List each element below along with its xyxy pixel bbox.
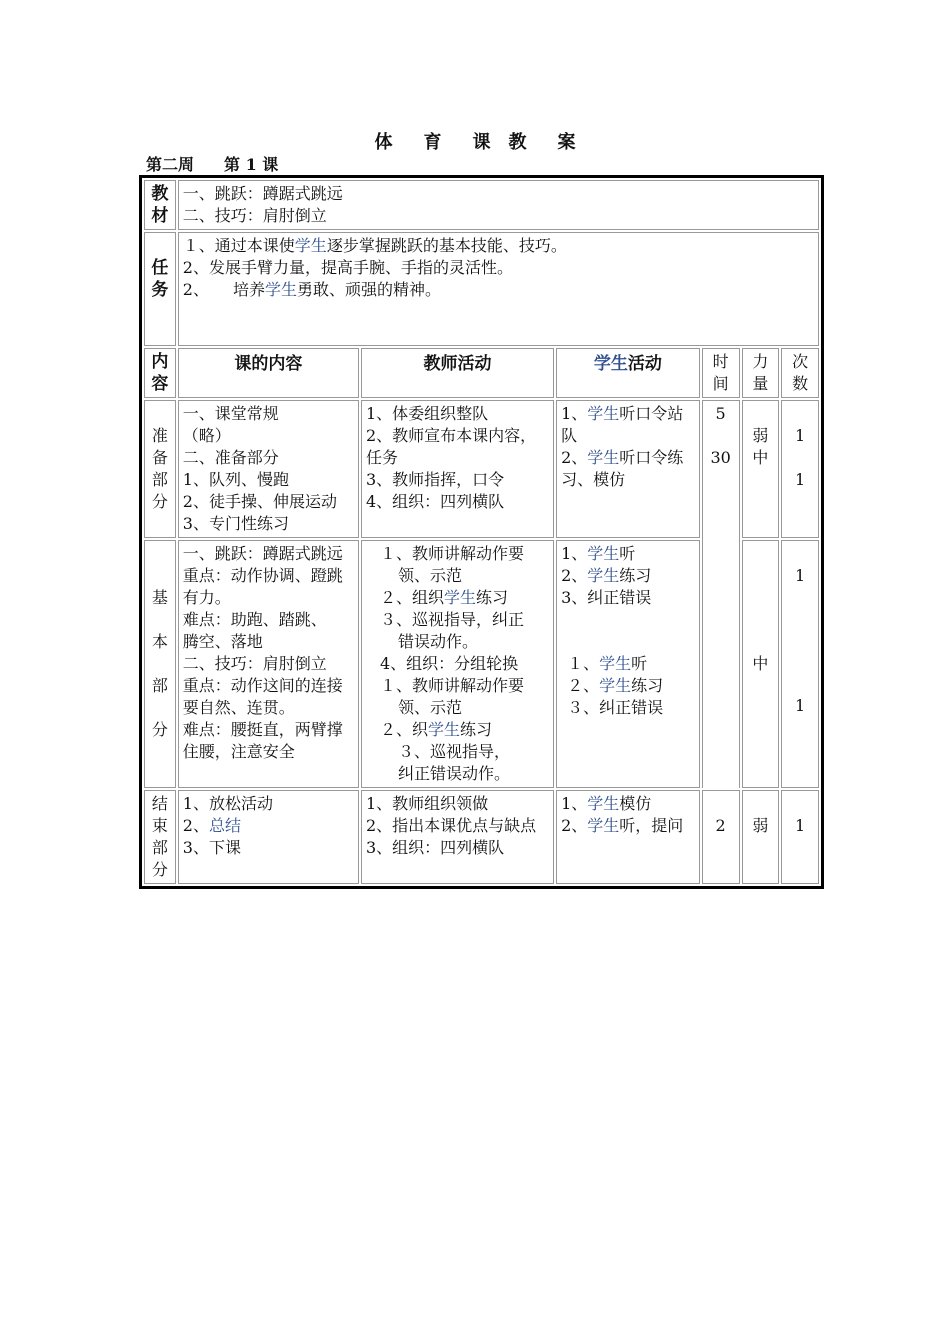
basic-label: 基 本 部 分 [144,540,176,788]
end-time: 2 [702,790,740,884]
count-header: 次 数 [781,348,819,398]
prep-content: 一、课堂常规 （略） 二、准备部分 1、队列、慢跑 2、徒手操、伸展运动 3、专门性练习 [178,400,359,538]
tasks-label: 任 务 [144,232,176,346]
textbook-item: 一、跳跃：蹲踞式跳远 [182,184,343,203]
intensity-header: 力 量 [742,348,780,398]
title-char: 教 [508,132,527,153]
basic-teacher: １、教师讲解动作要 领、示范 ２、组织学生练习 ３、巡视指导，纠正 错误动作。 4、组织：分组轮换 １、教师讲解动作要 领、示范 ２、织学生练习 ３、巡视指导， 纠正错误动作。 [361,540,554,788]
end-content: 1、放松活动 2、总结 3、下课 [178,790,359,884]
week-lesson-line [146,152,308,175]
prep-basic-time: 5 30 [702,400,740,788]
basic-content: 一、跳跃：蹲踞式跳远 重点：动作协调、蹬跳有力。 难点：助跑、踏跳、 腾空、落地 二、技巧：肩肘倒立 重点：动作这间的连接要自然、连贯。 难点：腰挺直，两臂撑住腰，注意安全 [178,540,359,788]
tasks-row [144,232,819,346]
title-char: 课 [472,132,491,153]
content-header: 内 容 [144,348,176,398]
teacher-activity-header: 教师活动 [361,348,554,398]
end-intensity: 弱 [742,790,780,884]
task-line: 2、发展手臂力量，提高手腕、手指的灵活性。 [182,258,513,277]
prep-student: 1、学生听口令站队 2、学生听口令练习、模仿 [556,400,700,538]
lesson-number: 第 1 课 [224,155,279,174]
tasks-content [178,232,819,346]
textbook-row [144,180,819,230]
textbook-content [178,180,819,230]
prep-teacher: 1、体委组织整队 2、教师宣布本课内容，任务 3、教师指挥，口令 4、组织：四列横队 [361,400,554,538]
title-char: 体 [374,132,393,153]
basic-intensity: 中 [742,540,780,788]
end-row [144,790,819,884]
end-teacher: 1、教师组织领做 2、指出本课优点与缺点 3、组织：四列横队 [361,790,554,884]
basic-student: 1、学生听 2、学生练习 3、纠正错误 １、学生听 ２、学生练习 ３、纠正错误 [556,540,700,788]
title-char: 案 [557,132,576,153]
prep-intensity: 弱 中 [742,400,780,538]
prep-label: 准 备 部 分 [144,400,176,538]
textbook-label: 教 材 [144,180,176,230]
lesson-plan-frame [139,175,824,889]
end-count: 1 [781,790,819,884]
time-header: 时 间 [702,348,740,398]
task-line: 2、 培养学生勇敢、顽强的精神。 [182,280,441,299]
page-title [0,128,950,154]
basic-count: 1 1 [781,540,819,788]
week-label: 第二周 [146,155,195,174]
lesson-content-header: 课的内容 [178,348,359,398]
title-char: 育 [423,132,442,153]
task-line: １、通过本课使学生逐步掌握跳跃的基本技能、技巧。 [182,236,567,255]
end-student: 1、学生模仿 2、学生听，提问 [556,790,700,884]
prep-count: 1 1 [781,400,819,538]
end-label: 结 束 部 分 [144,790,176,884]
student-activity-header: 学生活动 [556,348,700,398]
textbook-item: 二、技巧：肩肘倒立 [182,206,327,225]
prep-row [144,400,819,538]
lesson-plan-table [142,178,821,886]
column-header-row [144,348,819,398]
